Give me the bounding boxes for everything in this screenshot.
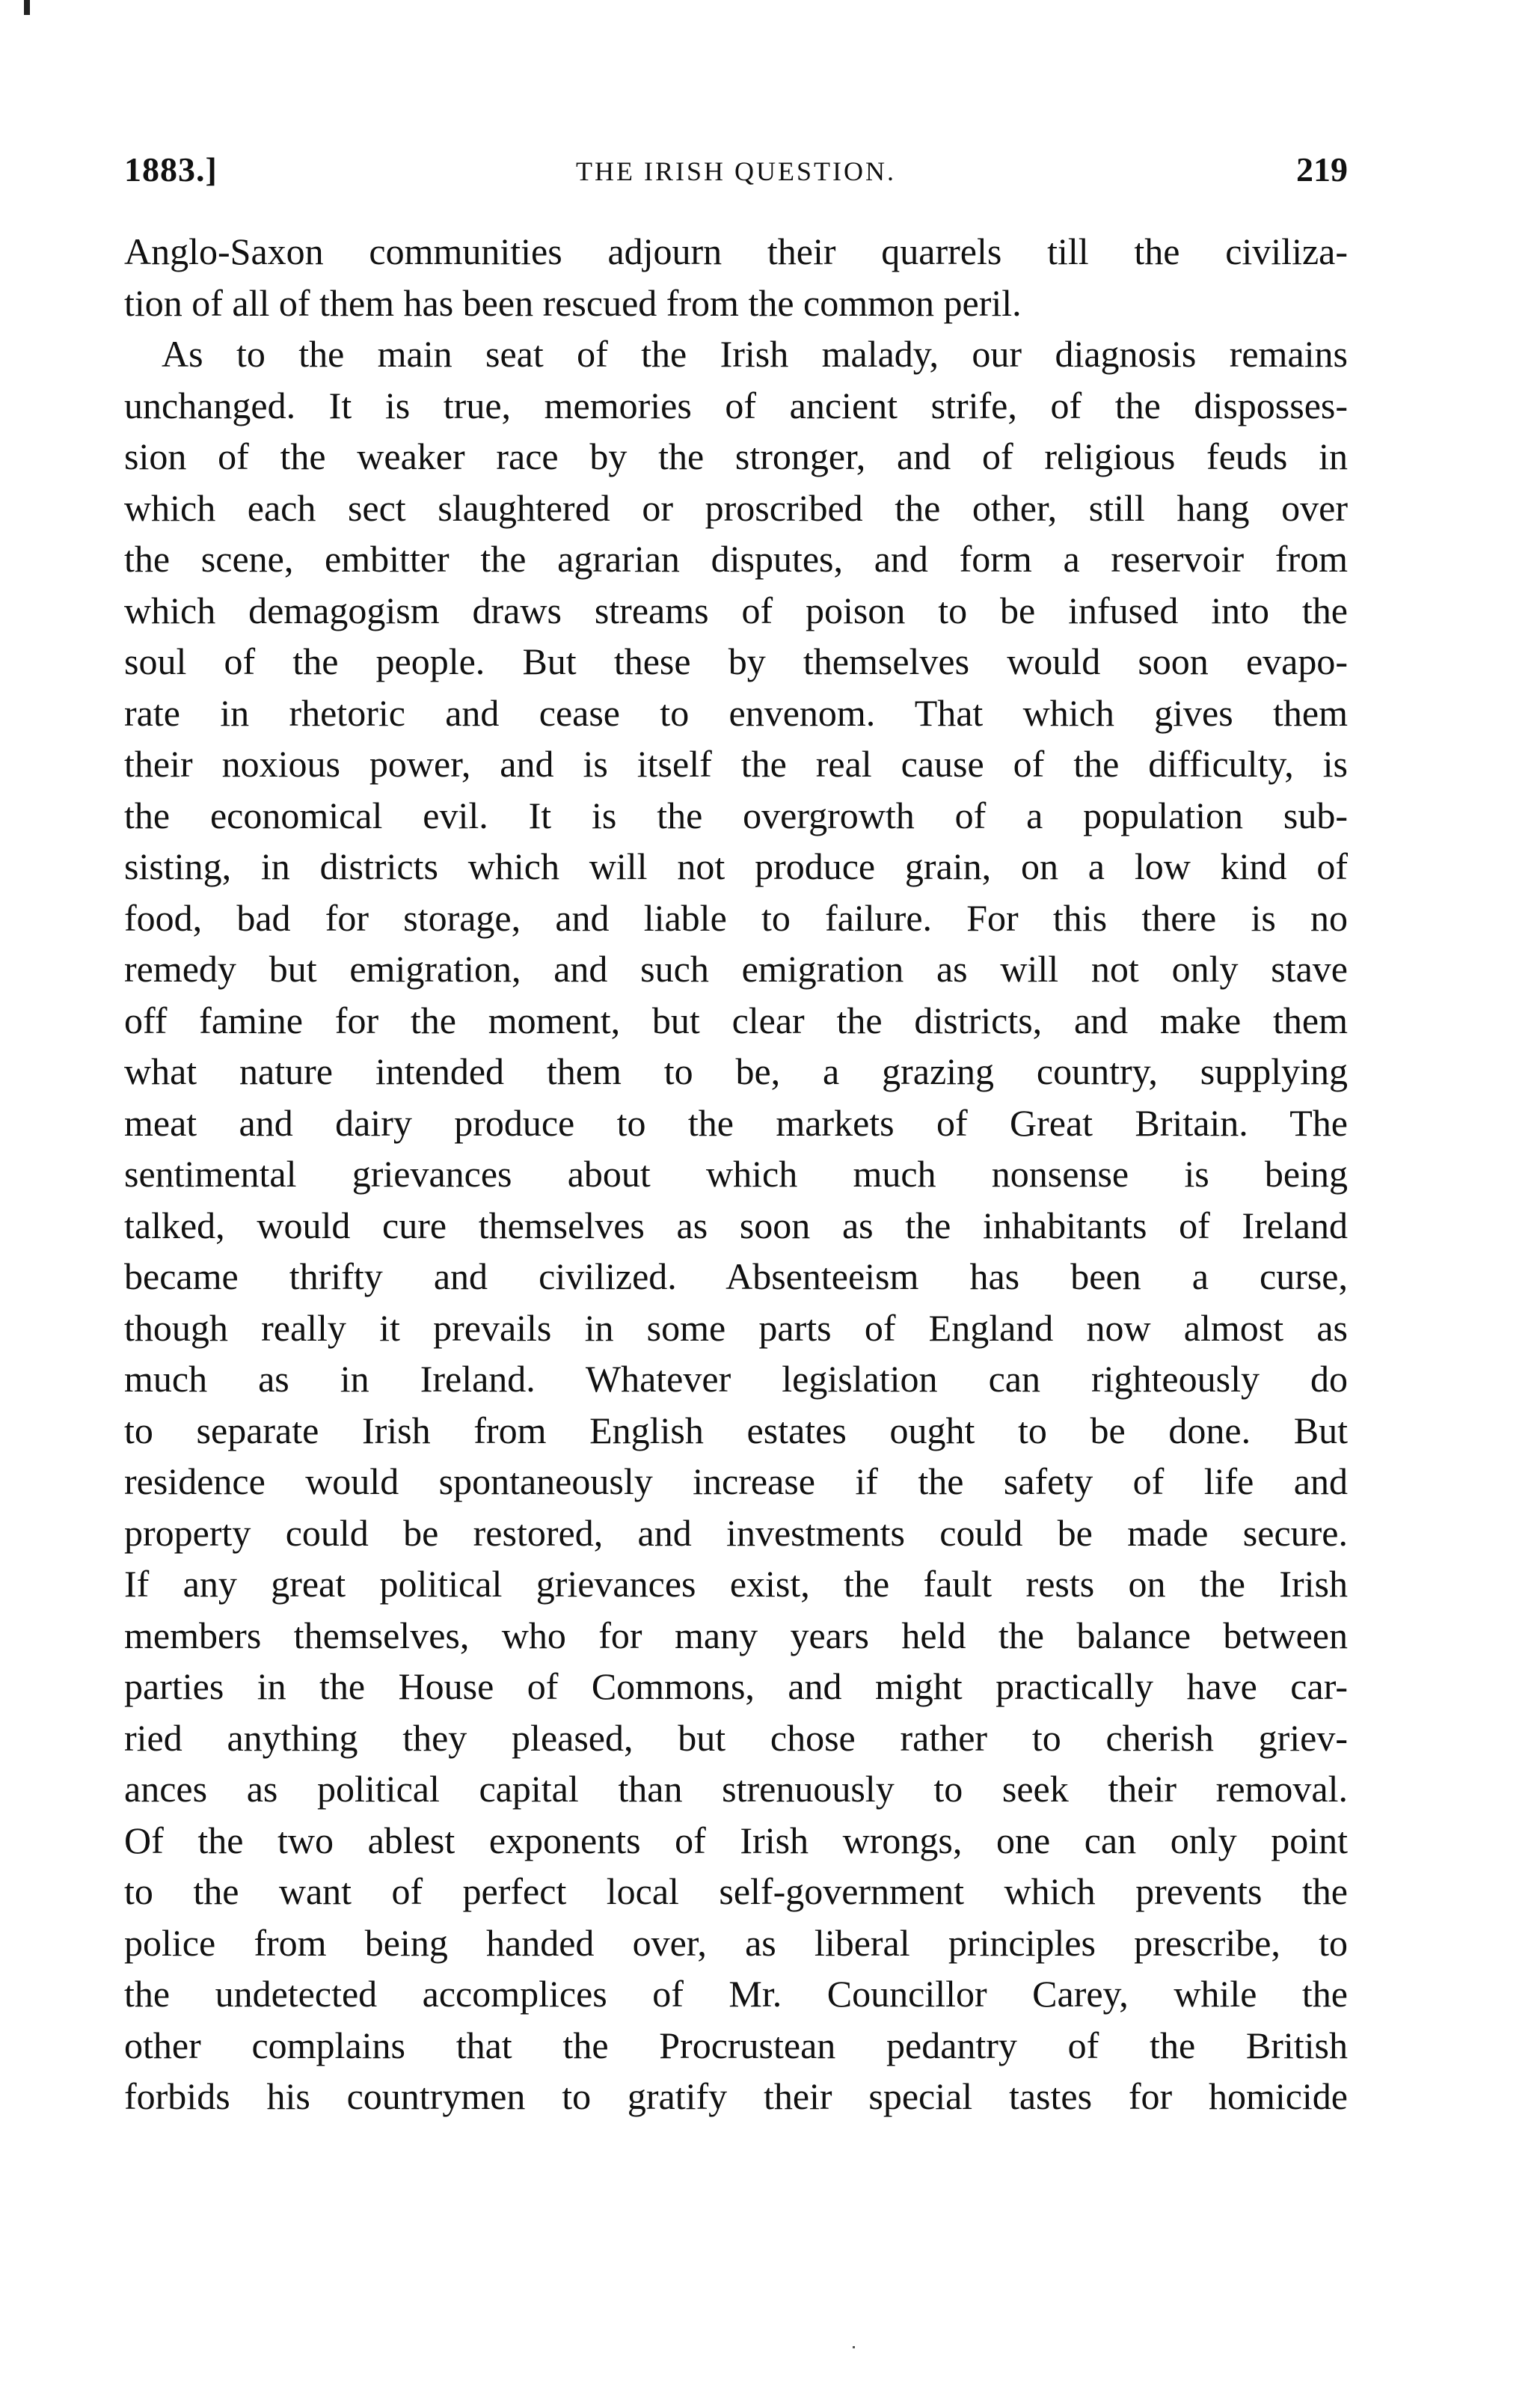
- text-line: parties in the House of Commons, and might practically have car-: [124, 1665, 1348, 1707]
- text-line: unchanged. It is true, memories of ancient strife, of the disposses-: [124, 384, 1348, 426]
- scan-mark: [24, 0, 30, 15]
- text-line: which demagogism draws streams of poison to be infused into the: [124, 589, 1348, 631]
- text-line: As to the main seat of the Irish malady, our diagnosis remains: [162, 333, 1348, 375]
- text-line: property could be restored, and investments could be made secure.: [124, 1511, 1348, 1554]
- running-header: [124, 150, 1348, 202]
- text-line: ried anything they pleased, but chose rather to cherish griev-: [124, 1716, 1348, 1759]
- text-line: the scene, embitter the agrarian disputes, and form a reservoir from: [124, 538, 1348, 580]
- text-line: soul of the people. But these by themselves would soon evapo-: [124, 640, 1348, 682]
- text-line: the economical evil. It is the overgrowth of a population sub-: [124, 794, 1348, 836]
- text-line: residence would spontaneously increase if the safety of life and: [124, 1460, 1348, 1502]
- text-line: rate in rhetoric and cease to envenom. That which gives them: [124, 691, 1348, 734]
- text-line: If any great political grievances exist, the fault rests on the Irish: [124, 1563, 1348, 1605]
- text-line: members themselves, who for many years held the balance between: [124, 1614, 1348, 1656]
- text-line: Of the two ablest exponents of Irish wrongs, one can only point: [124, 1819, 1348, 1861]
- text-line: Anglo-Saxon communities adjourn their quarrels till the civiliza-: [124, 230, 1348, 272]
- body-text: [124, 226, 1348, 2122]
- text-line: sentimental grievances about which much nonsense is being: [124, 1153, 1348, 1195]
- text-line: sion of the weaker race by the stronger, and of religious feuds in: [124, 435, 1348, 477]
- text-line: became thrifty and civilized. Absenteeism has been a curse,: [124, 1255, 1348, 1297]
- text-line: though really it prevails in some parts of England now almost as: [124, 1306, 1348, 1349]
- page-number: 219: [1296, 150, 1348, 189]
- text-line: food, bad for storage, and liable to failure. For this there is no: [124, 896, 1348, 939]
- text-line: ances as political capital than strenuously to seek their removal.: [124, 1768, 1348, 1810]
- text-line: other complains that the Procrustean pedantry of the British: [124, 2024, 1348, 2066]
- text-line: the undetected accomplices of Mr. Councillor Carey, while the: [124, 1973, 1348, 2015]
- text-line: to separate Irish from English estates ought to be done. But: [124, 1409, 1348, 1451]
- text-line: to the want of perfect local self-government which prevents the: [124, 1870, 1348, 1912]
- text-line: meat and dairy produce to the markets of Great Britain. The: [124, 1101, 1348, 1144]
- text-line: tion of all of them has been rescued from the common peril.: [124, 281, 1022, 324]
- text-line: forbids his countrymen to gratify their special tastes for homicide: [124, 2075, 1348, 2117]
- text-line: their noxious power, and is itself the real cause of the difficulty, is: [124, 743, 1348, 785]
- header-title: THE IRISH QUESTION.: [576, 156, 896, 186]
- text-line: much as in Ireland. Whatever legislation can righteously do: [124, 1358, 1348, 1400]
- text-line: off famine for the moment, but clear the districts, and make them: [124, 999, 1348, 1041]
- text-line: police from being handed over, as liberal principles prescribe, to: [124, 1921, 1348, 1964]
- text-line: which each sect slaughtered or proscribed the other, still hang over: [124, 486, 1348, 529]
- text-line: talked, would cure themselves as soon as the inhabitants of Ireland: [124, 1204, 1348, 1246]
- header-year: 1883.]: [124, 150, 218, 189]
- text-line: sisting, in districts which will not produce grain, on a low kind of: [124, 845, 1348, 887]
- text-line: what nature intended them to be, a grazing country, supplying: [124, 1050, 1348, 1092]
- scan-speck: [853, 2346, 855, 2348]
- text-line: remedy but emigration, and such emigration as will not only stave: [124, 948, 1348, 990]
